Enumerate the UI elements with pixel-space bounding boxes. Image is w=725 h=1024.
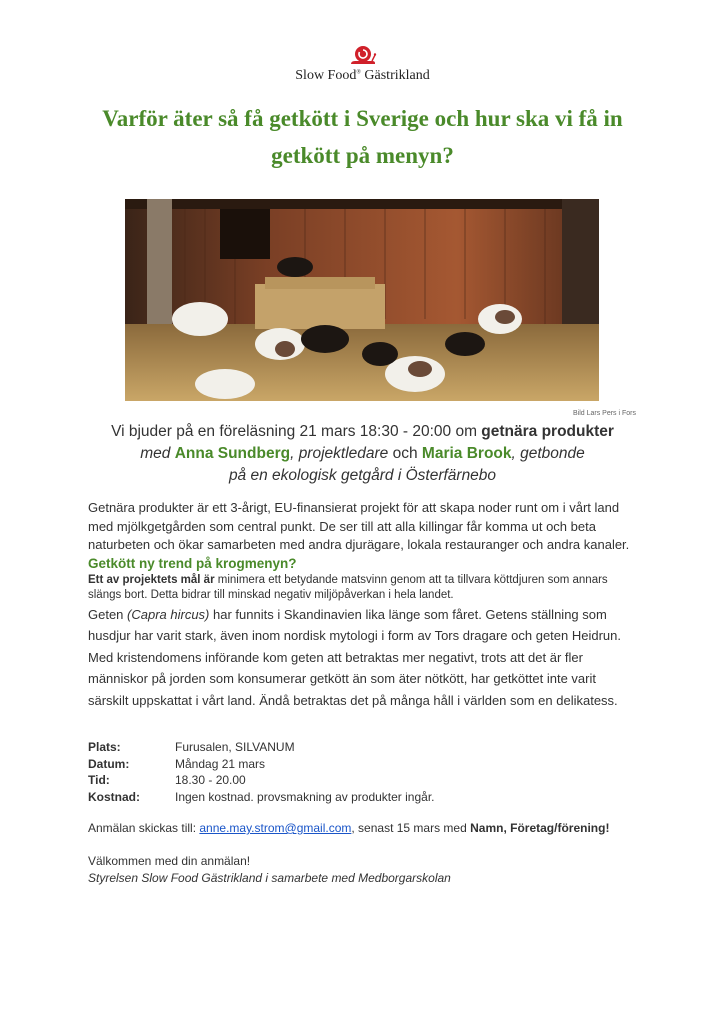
snail-icon: [348, 44, 378, 66]
body-text: [88, 499, 638, 711]
closing: [88, 853, 451, 886]
speaker-maria: Maria Brook: [421, 445, 512, 462]
paragraph-project: Getnära produkter är ett 3-årigt, EU-finansierat projekt för att skapa noder runt om i vårt land med mjölkgetgården som central punkt. De ser till att alla killingar får komma ut och beta naturbeten och ökar samarbeten med andra djurägare, lokala restauranger och andra kanaler.: [88, 500, 630, 552]
time-value: 18.30 - 20.00: [175, 773, 246, 787]
goat-barn-photo: [125, 199, 599, 401]
brand-name: Slow Food® Gästrikland: [295, 68, 430, 83]
signup-line: Anmälan skickas till: anne.may.strom@gmail.com, senast 15 mars med Namn, Företag/förening!: [88, 821, 610, 835]
subheading: Getkött ny trend på krogmenyn?: [88, 555, 297, 571]
event-intro: Vi bjuder på en föreläsning 21 mars 18:30 - 20:00 om getnära produkter med Anna Sundberg, projektledare och Maria Brook, getbonde på en ekologisk getgård i Österfärnebo: [111, 423, 614, 484]
page-title: Varför äter så få getkött i Sverige och hur ska vi få in getkött på menyn?: [102, 106, 623, 168]
place-value: Furusalen, SILVANUM: [175, 740, 295, 754]
paragraph-history: Geten (Capra hircus) har funnits i Skandinavien lika länge som fåret. Getens ställning som husdjur har varit stark, även inom nordisk mytologi i form av Tors dragare och geten Heidrun. Med kristendomens införande kom geten att betraktas mer negativt, trots att det är fler människor på jorden som konsumerar getkött än som äter nötkött, har getköttet inte varit särskilt uppskattat i vårt land. Ändå betraktas det på många håll i världen som en delikatess.: [88, 606, 622, 708]
logo-header: [0, 44, 725, 84]
signature: Styrelsen Slow Food Gästrikland i samarbete med Medborgarskolan: [88, 870, 451, 885]
event-details: Plats: Furusalen, SILVANUM Datum: Måndag 21 mars Tid: 18.30 - 20.00 Kostnad: Ingen kostnad. provsmakning av produkter ingår.: [88, 740, 435, 804]
email-link[interactable]: anne.may.strom@gmail.com: [199, 821, 352, 835]
photo-credit: Bild Lars Pers i Fors: [572, 410, 636, 417]
speaker-anna: Anna Sundberg: [174, 445, 291, 462]
paragraph-goal: Ett av projektets mål är minimera ett betydande matsvinn genom att ta tillvara köttdjuren som annars slängs bort. Detta bidrar till minskad negativ miljöpåverkan i hela landet.: [88, 573, 608, 601]
date-value: Måndag 21 mars: [175, 756, 266, 771]
cost-value: Ingen kostnad. provsmakning av produkter ingår.: [175, 789, 435, 804]
welcome-line: Välkommen med din anmälan!: [88, 854, 251, 868]
